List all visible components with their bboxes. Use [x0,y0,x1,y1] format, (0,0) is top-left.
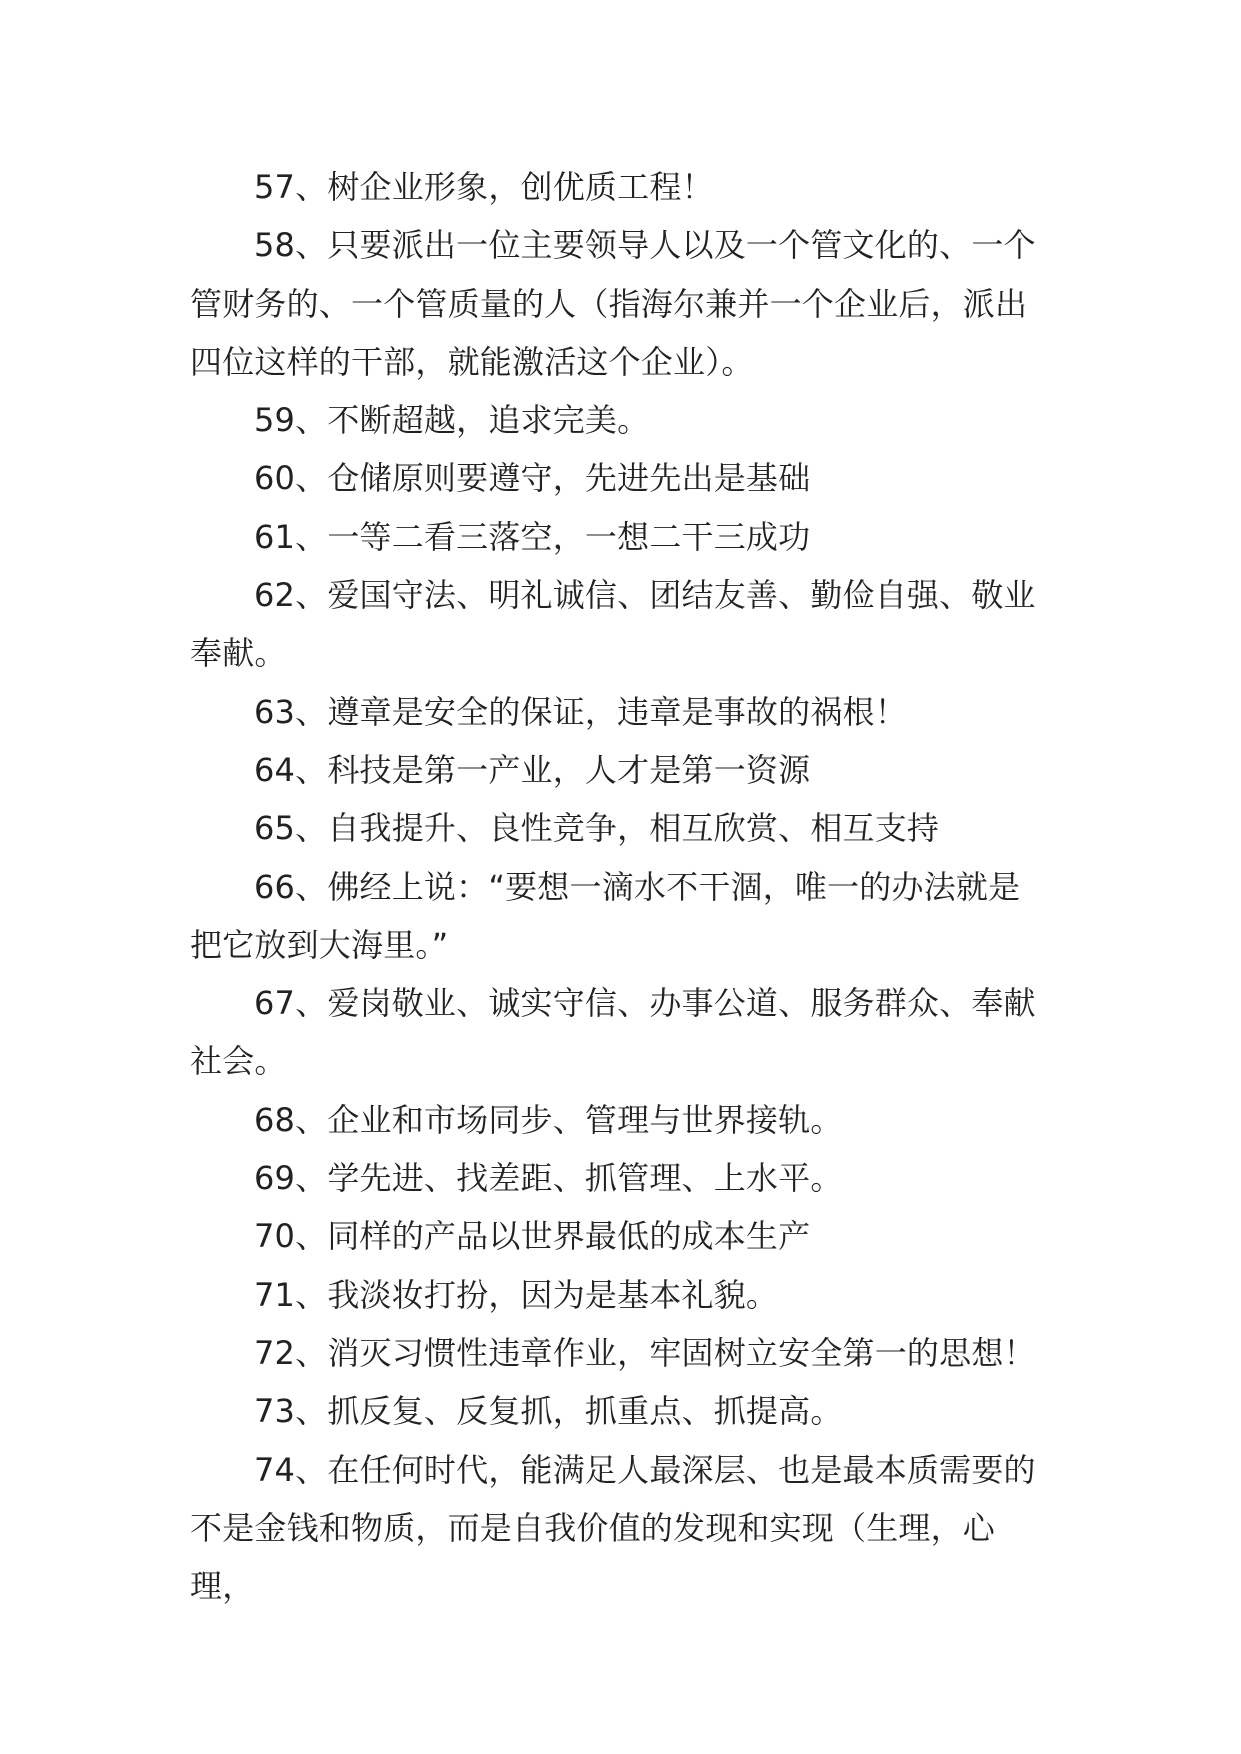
list-item: 60、仓储原则要遵守，先进先出是基础 [254,459,811,498]
list-item: 64、科技是第一产业，人才是第一资源 [254,750,811,789]
list-item: 67、爱岗敬业、诚实守信、办事公道、服务群众、奉献社会。 [190,984,1036,1081]
list-item: 70、同样的产品以世界最低的成本生产 [254,1217,811,1256]
list-item: 73、抓反复、反复抓，抓重点、抓提高。 [254,1392,843,1431]
list-item: 69、学先进、找差距、抓管理、上水平。 [254,1159,843,1198]
list-item: 57、树企业形象，创优质工程！ [254,168,714,206]
list-item: 59、不断超越，追求完美。 [254,401,650,440]
list-item: 72、消灭习惯性违章作业，牢固树立安全第一的思想！ [254,1333,1036,1372]
document-body [190,158,1050,1615]
list-item: 68、企业和市场同步、管理与世界接轨。 [254,1100,843,1139]
list-item: 58、只要派出一位主要领导人以及一个管文化的、一个管财务的、一个管质量的人（指海尔兼并一个企业后，派出四位这样的干部，就能激活这个企业）。 [190,226,1036,381]
list-item: 61、一等二看三落空，一想二干三成功 [254,517,811,556]
list-item: 71、我淡妆打扮，因为是基本礼貌。 [254,1275,779,1314]
list-item: 63、遵章是安全的保证，违章是事故的祸根！ [254,692,907,731]
list-item: 66、佛经上说：“要想一滴水不干涸，唯一的办法就是把它放到大海里。” [190,867,1021,964]
list-item: 62、爱国守法、明礼诚信、团结友善、勤俭自强、敬业奉献。 [190,576,1036,673]
list-item: 74、在任何时代，能满足人最深层、也是最本质需要的不是金钱和物质，而是自我价值的发现和实现（生理，心理， [190,1450,1036,1606]
list-item: 65、自我提升、良性竞争，相互欣赏、相互支持 [254,809,940,848]
